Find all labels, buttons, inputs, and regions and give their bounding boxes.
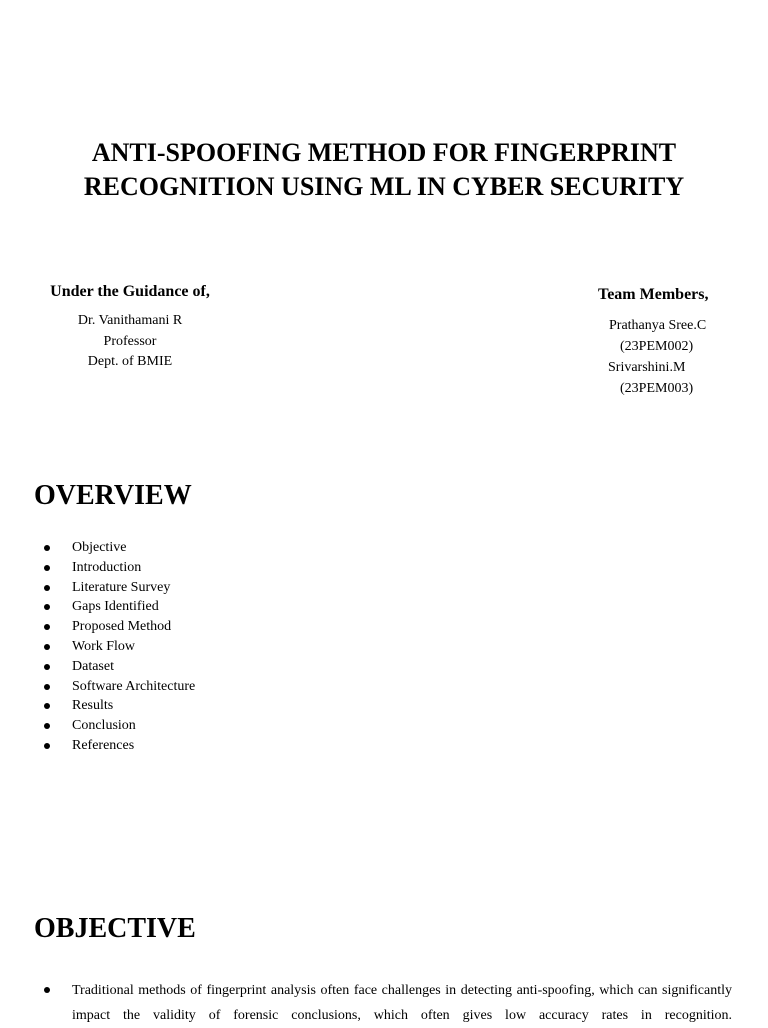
overview-list: [40, 538, 195, 756]
list-item: [40, 677, 195, 697]
bullet-icon: [44, 723, 50, 729]
list-item: [40, 716, 195, 736]
team-heading: Team Members,: [598, 286, 709, 303]
objective-heading: OBJECTIVE: [34, 913, 196, 944]
list-item-label: Results: [72, 698, 114, 714]
bullet-icon: [44, 743, 50, 749]
guidance-heading: Under the Guidance of,: [50, 283, 210, 300]
objective-item: [40, 978, 732, 1028]
list-item-label: Proposed Method: [72, 619, 172, 635]
list-item: [40, 736, 195, 756]
guide-designation: Professor: [103, 333, 157, 349]
member-name: Srivarshini.M: [608, 360, 686, 375]
bullet-icon: [44, 604, 50, 610]
list-item-label: Literature Survey: [72, 579, 171, 595]
bullet-icon: [44, 664, 50, 670]
objective-list: [40, 978, 732, 1028]
bullet-icon: [44, 545, 50, 551]
document-title: [0, 136, 768, 204]
list-item-label: Conclusion: [72, 718, 136, 734]
list-item-label: Dataset: [72, 658, 114, 674]
bullet-icon: [44, 624, 50, 630]
list-item-label: Introduction: [72, 559, 142, 575]
member-roll: (23PEM003): [620, 381, 694, 396]
list-item: [40, 617, 195, 637]
bullet-icon: [44, 684, 50, 690]
member-name: Prathanya Sree.C: [609, 318, 707, 333]
list-item-label: Objective: [72, 540, 127, 555]
bullet-icon: [44, 585, 50, 591]
bullet-icon: [44, 703, 50, 709]
bullet-icon: [44, 987, 50, 993]
bullet-icon: [44, 644, 50, 650]
list-item: [40, 538, 195, 558]
title-line-2: RECOGNITION USING ML IN CYBER SECURITY: [83, 172, 685, 201]
member-roll: (23PEM002): [620, 339, 694, 354]
title-line-1: ANTI-SPOOFING METHOD FOR FINGERPRINT: [91, 138, 677, 167]
guide-department: Dept. of BMIE: [87, 354, 173, 369]
guide-name: Dr. Vanithamani R: [77, 313, 183, 328]
list-item: [40, 578, 195, 598]
list-item: [40, 657, 195, 677]
objective-text: Traditional methods of fingerprint analysis often face challenges in detecting anti-spoofing, which can significantly impact the validity of forensic conclusions, which often gives low accuracy rates in recognition.: [72, 983, 732, 1023]
list-item: [40, 597, 195, 617]
list-item: [40, 696, 195, 716]
list-item-label: References: [72, 737, 135, 753]
list-item-label: Software Architecture: [72, 678, 196, 694]
guidance-block: [30, 282, 230, 373]
list-item-label: Gaps Identified: [72, 599, 159, 615]
overview-heading: OVERVIEW: [34, 480, 192, 511]
list-item: [40, 558, 195, 578]
bullet-icon: [44, 565, 50, 571]
list-item: [40, 637, 195, 657]
list-item-label: Work Flow: [72, 638, 136, 654]
